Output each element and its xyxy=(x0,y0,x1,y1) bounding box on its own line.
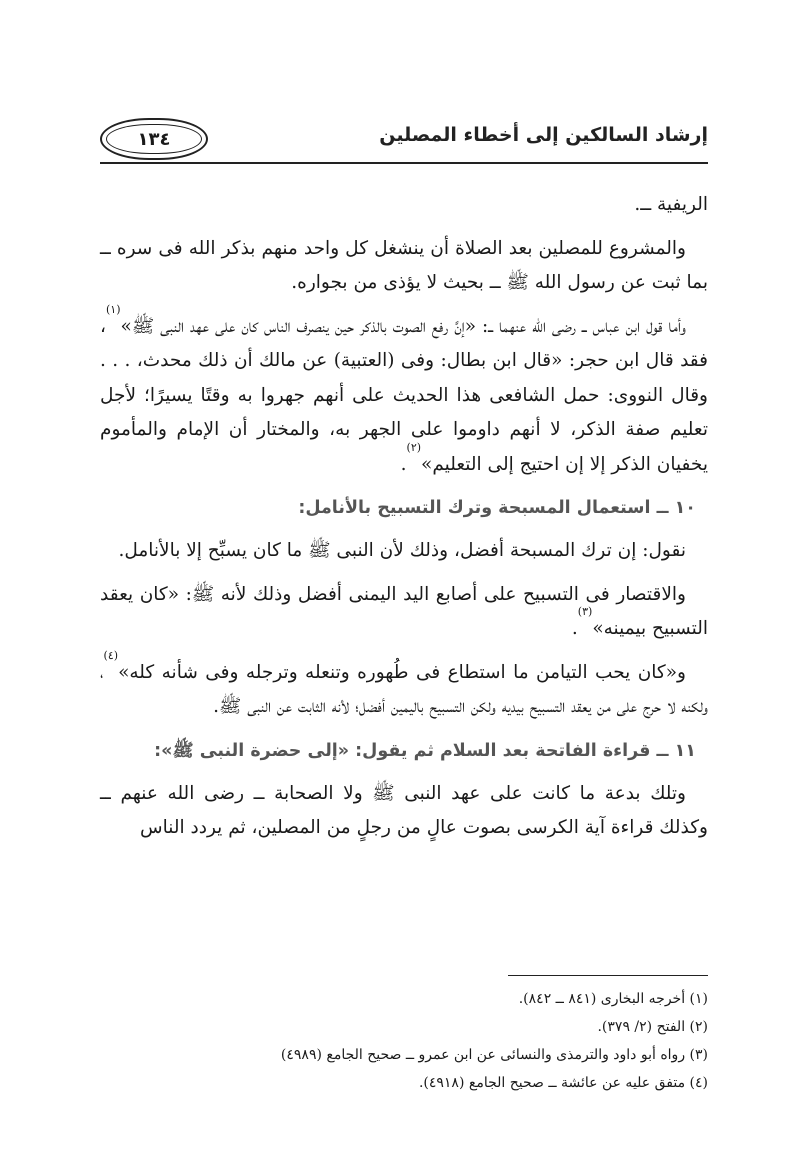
paragraph xyxy=(100,188,708,223)
section-heading xyxy=(100,491,708,525)
footnote-ref: (٤) xyxy=(103,648,119,662)
footnotes xyxy=(100,985,708,1097)
text-run: ١١ ــ قراءة الفاتحة بعد السلام ثم يقول: «إلى حضرة النبى ﷺ»: xyxy=(154,740,696,761)
paragraph xyxy=(100,777,708,846)
paragraph xyxy=(100,232,708,301)
text-run: نقول: إن ترك المسبحة أفضل، وذلك لأن النبى ﷺ ما كان يسبِّح إلا بالأنامل. xyxy=(118,540,686,561)
footnote-divider xyxy=(508,975,708,976)
footnote-ref: (٣) xyxy=(577,605,593,618)
main-text xyxy=(100,188,708,855)
text-run: ، ولكنه لا حرج على من يعقد التسبيح بيديه ولكن التسبيح باليمين أفضل؛ لأنه الثابت عن النبى ﷺ. xyxy=(100,661,708,717)
paragraph xyxy=(100,578,708,647)
footnote: (٢) الفتح (٢/ ٣٧٩). xyxy=(597,1019,708,1035)
text-run: والاقتصار فى التسبيح على أصابع اليد اليمنى أفضل وذلك لأنه ﷺ: «كان يعقد التسبيح بيمينه» xyxy=(100,583,708,639)
page-header xyxy=(100,118,708,164)
footnote: (١) أخرجه البخارى (٨٤١ ــ ٨٤٢). xyxy=(518,991,708,1007)
text-run: ١٠ ــ استعمال المسبحة وترك التسبيح بالأنامل: xyxy=(298,498,696,518)
text-run: . xyxy=(400,453,407,475)
text-run: ، فقد قال ابن حجر: «قال ابن بطال: وفى (العتبية) عن مالك أن ذلك محدث، . . . وقال النووى: حمل الشافعى هذا الحديث على أنهم جهروا به وقتًا يسيرًا؛ لأجل تعليم صفة الذكر، لا أنهم داوموا على الجهر به، والمختار أن الإمام والمأموم يخفيان الذكر إلا إن احتيج إلى التعليم» xyxy=(100,315,708,475)
header-divider xyxy=(100,162,708,164)
text-run: و«كان يحب التيامن ما استطاع فى طُهوره وتنعله وترجله وفى شأنه كله» xyxy=(118,661,686,683)
page-number-badge xyxy=(100,118,208,160)
text-run: وأما قول ابن عباس ــ رضى الله عنهما ــ: «إنَّ رفع الصوت بالذكر حين ينصرف الناس كان على عهد النبى ﷺ» xyxy=(120,315,686,337)
section-heading xyxy=(100,734,708,768)
text-run: الريفية ــ. xyxy=(634,194,708,215)
text-run: وتلك بدعة ما كانت على عهد النبى ﷺ ولا الصحابة ــ رضى الله عنهم ــ وكذلك قراءة آية الكرسى بصوت عالٍ من رجلٍ من المصلين، ثم يردد الناس xyxy=(100,782,708,838)
page-number: ١٣٤ xyxy=(137,128,171,150)
footnote: (٣) رواه أبو داود والترمذى والنسائى عن ابن عمرو ــ صحيح الجامع (٤٩٨٩) xyxy=(280,1047,708,1063)
paragraph xyxy=(100,648,708,725)
footnote: (٤) متفق عليه عن عائشة ــ صحيح الجامع (٤٩١٨). xyxy=(418,1075,708,1091)
paragraph xyxy=(100,534,708,569)
text-run: . xyxy=(571,618,578,639)
paragraph xyxy=(100,302,708,483)
text-run: والمشروع للمصلين بعد الصلاة أن ينشغل كل واحد منهم بذكر الله فى سره ــ بما ثبت عن رسول الله ﷺ ــ بحيث لا يؤذى من بجواره. xyxy=(100,237,708,293)
footnote-ref: (١) xyxy=(105,302,121,316)
footnote-ref: (٢) xyxy=(406,440,422,454)
running-title: إرشاد السالكين إلى أخطاء المصلين xyxy=(379,124,708,146)
